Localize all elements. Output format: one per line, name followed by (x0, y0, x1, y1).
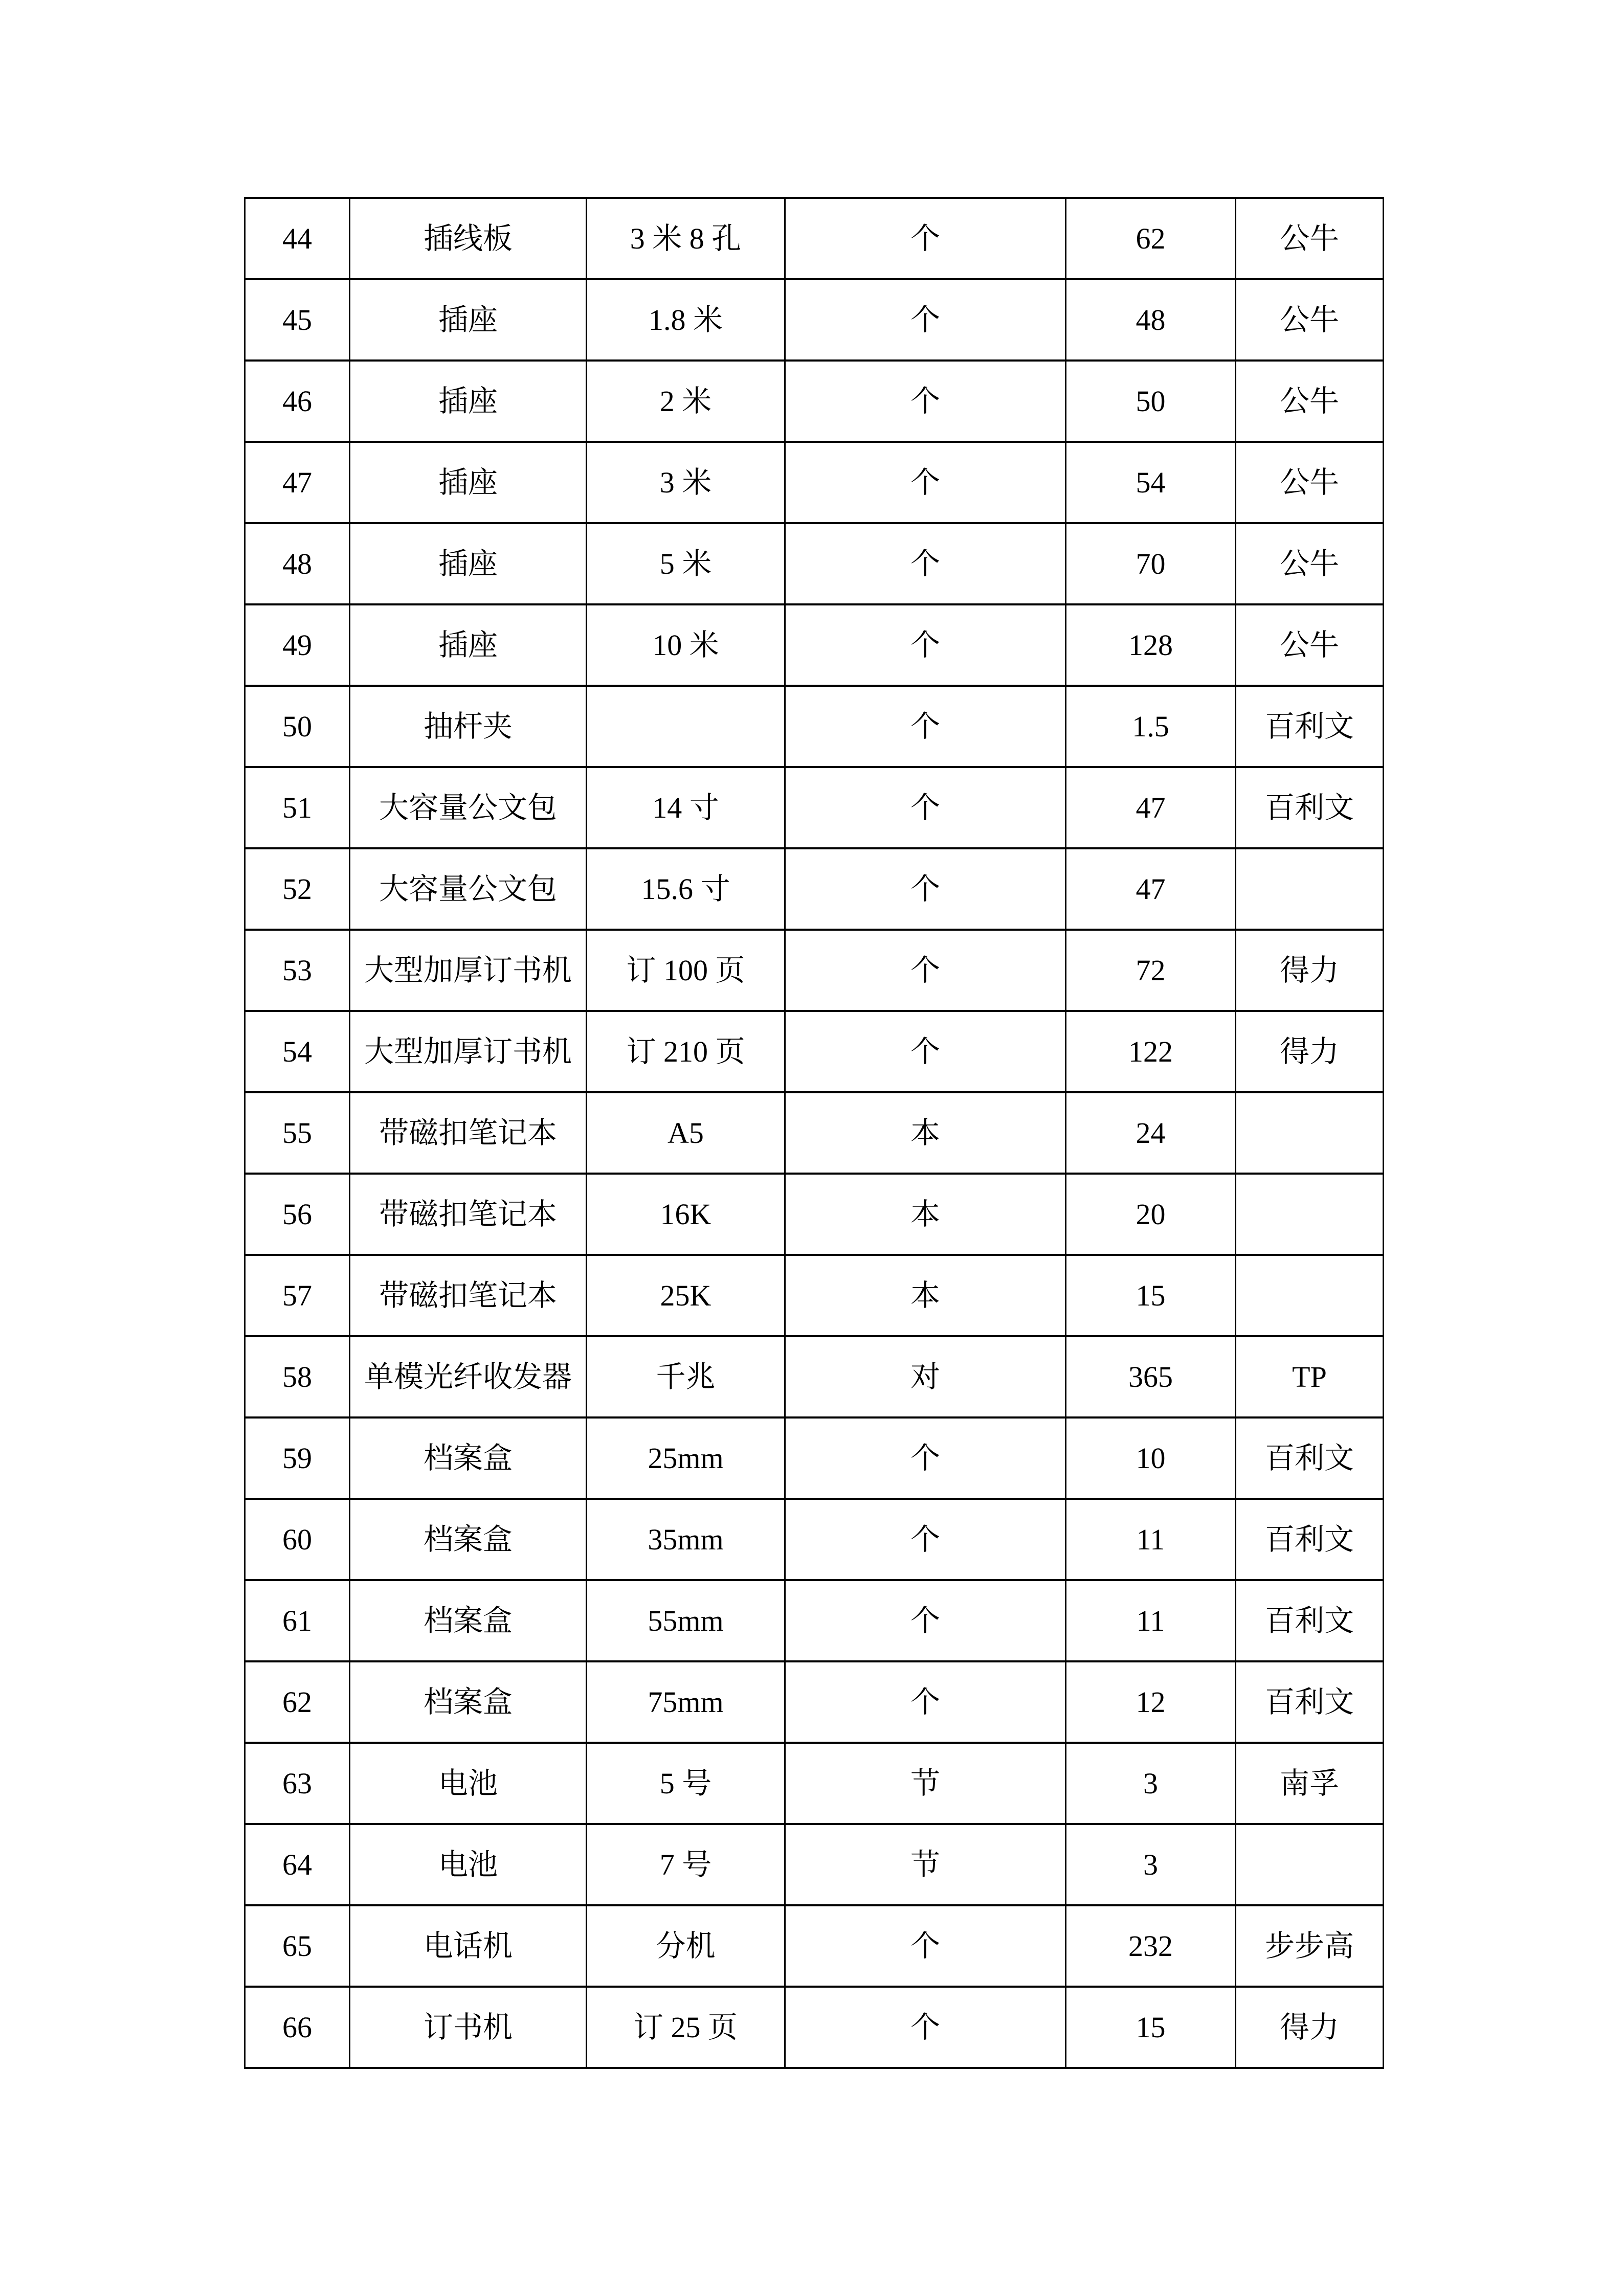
cell-item-spec: 25K (587, 1255, 785, 1336)
cell-item-unit: 个 (785, 361, 1066, 442)
table-row (245, 523, 1384, 604)
cell-item-number: 52 (245, 848, 350, 930)
cell-item-number: 62 (245, 1661, 350, 1743)
cell-item-number: 66 (245, 1987, 350, 2068)
cell-item-price: 3 (1066, 1743, 1236, 1824)
cell-item-brand: 步步高 (1236, 1905, 1384, 1987)
table-row (245, 1743, 1384, 1824)
table-row (245, 279, 1384, 361)
table-row (245, 1987, 1384, 2068)
table-row (245, 198, 1384, 279)
cell-item-number: 50 (245, 686, 350, 767)
table-row (245, 1417, 1384, 1499)
cell-item-unit: 个 (785, 1661, 1066, 1743)
cell-item-price: 24 (1066, 1092, 1236, 1174)
cell-item-brand: 公牛 (1236, 279, 1384, 361)
cell-item-number: 55 (245, 1092, 350, 1174)
table-row (245, 686, 1384, 767)
supplies-table-body (245, 198, 1384, 2068)
cell-item-brand: TP (1236, 1336, 1384, 1417)
cell-item-name: 带磁扣笔记本 (350, 1174, 587, 1255)
cell-item-unit: 个 (785, 198, 1066, 279)
cell-item-name: 抽杆夹 (350, 686, 587, 767)
cell-item-brand: 公牛 (1236, 198, 1384, 279)
cell-item-name: 档案盒 (350, 1499, 587, 1580)
cell-item-spec: 2 米 (587, 361, 785, 442)
table-row (245, 1824, 1384, 1905)
table-row (245, 1905, 1384, 1987)
cell-item-unit: 个 (785, 442, 1066, 523)
cell-item-spec: 10 米 (587, 604, 785, 686)
cell-item-unit: 本 (785, 1174, 1066, 1255)
cell-item-name: 档案盒 (350, 1417, 587, 1499)
cell-item-unit: 个 (785, 1987, 1066, 2068)
cell-item-price: 15 (1066, 1255, 1236, 1336)
cell-item-brand (1236, 1174, 1384, 1255)
cell-item-brand (1236, 1092, 1384, 1174)
cell-item-spec: 7 号 (587, 1824, 785, 1905)
cell-item-unit: 个 (785, 1905, 1066, 1987)
cell-item-name: 大型加厚订书机 (350, 1011, 587, 1092)
cell-item-spec: 16K (587, 1174, 785, 1255)
table-row (245, 767, 1384, 848)
cell-item-brand: 百利文 (1236, 767, 1384, 848)
cell-item-price: 122 (1066, 1011, 1236, 1092)
cell-item-unit: 个 (785, 279, 1066, 361)
cell-item-number: 44 (245, 198, 350, 279)
cell-item-spec: 55mm (587, 1580, 785, 1661)
cell-item-spec: 35mm (587, 1499, 785, 1580)
cell-item-number: 65 (245, 1905, 350, 1987)
cell-item-name: 电池 (350, 1743, 587, 1824)
cell-item-name: 插座 (350, 361, 587, 442)
cell-item-name: 插座 (350, 523, 587, 604)
cell-item-number: 47 (245, 442, 350, 523)
cell-item-brand: 得力 (1236, 1011, 1384, 1092)
cell-item-spec: 1.8 米 (587, 279, 785, 361)
cell-item-name: 大容量公文包 (350, 848, 587, 930)
cell-item-unit: 对 (785, 1336, 1066, 1417)
table-row (245, 1499, 1384, 1580)
cell-item-number: 60 (245, 1499, 350, 1580)
cell-item-spec: 25mm (587, 1417, 785, 1499)
cell-item-spec: 订 210 页 (587, 1011, 785, 1092)
cell-item-price: 20 (1066, 1174, 1236, 1255)
cell-item-brand: 公牛 (1236, 361, 1384, 442)
table-row (245, 1255, 1384, 1336)
table-row (245, 442, 1384, 523)
cell-item-unit: 节 (785, 1824, 1066, 1905)
cell-item-unit: 本 (785, 1255, 1066, 1336)
cell-item-brand: 公牛 (1236, 523, 1384, 604)
cell-item-number: 61 (245, 1580, 350, 1661)
cell-item-price: 48 (1066, 279, 1236, 361)
cell-item-number: 63 (245, 1743, 350, 1824)
cell-item-name: 带磁扣笔记本 (350, 1092, 587, 1174)
cell-item-brand (1236, 848, 1384, 930)
cell-item-brand: 南孚 (1236, 1743, 1384, 1824)
cell-item-brand: 百利文 (1236, 1417, 1384, 1499)
cell-item-unit: 个 (785, 686, 1066, 767)
table-row (245, 848, 1384, 930)
table-row (245, 1580, 1384, 1661)
cell-item-price: 47 (1066, 848, 1236, 930)
cell-item-brand: 百利文 (1236, 1580, 1384, 1661)
cell-item-unit: 节 (785, 1743, 1066, 1824)
cell-item-number: 49 (245, 604, 350, 686)
cell-item-spec: 5 号 (587, 1743, 785, 1824)
cell-item-number: 64 (245, 1824, 350, 1905)
table-row (245, 930, 1384, 1011)
cell-item-number: 54 (245, 1011, 350, 1092)
table-row (245, 1336, 1384, 1417)
cell-item-name: 档案盒 (350, 1661, 587, 1743)
cell-item-spec: 千兆 (587, 1336, 785, 1417)
cell-item-price: 10 (1066, 1417, 1236, 1499)
cell-item-brand: 得力 (1236, 1987, 1384, 2068)
cell-item-spec: 5 米 (587, 523, 785, 604)
cell-item-brand: 百利文 (1236, 1499, 1384, 1580)
cell-item-price: 50 (1066, 361, 1236, 442)
table-row (245, 1011, 1384, 1092)
cell-item-price: 365 (1066, 1336, 1236, 1417)
cell-item-number: 59 (245, 1417, 350, 1499)
cell-item-price: 12 (1066, 1661, 1236, 1743)
cell-item-unit: 个 (785, 767, 1066, 848)
cell-item-spec: 75mm (587, 1661, 785, 1743)
cell-item-number: 53 (245, 930, 350, 1011)
cell-item-unit: 个 (785, 930, 1066, 1011)
cell-item-number: 56 (245, 1174, 350, 1255)
cell-item-number: 58 (245, 1336, 350, 1417)
cell-item-unit: 个 (785, 523, 1066, 604)
cell-item-number: 45 (245, 279, 350, 361)
cell-item-name: 电话机 (350, 1905, 587, 1987)
cell-item-brand (1236, 1255, 1384, 1336)
cell-item-spec (587, 686, 785, 767)
cell-item-price: 11 (1066, 1580, 1236, 1661)
cell-item-price: 3 (1066, 1824, 1236, 1905)
cell-item-number: 48 (245, 523, 350, 604)
cell-item-price: 1.5 (1066, 686, 1236, 767)
cell-item-name: 电池 (350, 1824, 587, 1905)
cell-item-name: 插座 (350, 604, 587, 686)
cell-item-price: 47 (1066, 767, 1236, 848)
cell-item-name: 带磁扣笔记本 (350, 1255, 587, 1336)
cell-item-name: 单模光纤收发器 (350, 1336, 587, 1417)
cell-item-price: 15 (1066, 1987, 1236, 2068)
table-row (245, 604, 1384, 686)
cell-item-unit: 个 (785, 1417, 1066, 1499)
table-row (245, 1174, 1384, 1255)
cell-item-price: 72 (1066, 930, 1236, 1011)
cell-item-number: 46 (245, 361, 350, 442)
cell-item-spec: 15.6 寸 (587, 848, 785, 930)
cell-item-spec: 订 25 页 (587, 1987, 785, 2068)
cell-item-number: 57 (245, 1255, 350, 1336)
cell-item-price: 11 (1066, 1499, 1236, 1580)
cell-item-name: 插座 (350, 279, 587, 361)
cell-item-price: 232 (1066, 1905, 1236, 1987)
cell-item-brand (1236, 1824, 1384, 1905)
cell-item-name: 大型加厚订书机 (350, 930, 587, 1011)
cell-item-unit: 个 (785, 604, 1066, 686)
cell-item-brand: 公牛 (1236, 442, 1384, 523)
cell-item-unit: 个 (785, 1580, 1066, 1661)
cell-item-spec: 3 米 8 孔 (587, 198, 785, 279)
supplies-price-table (244, 197, 1384, 2069)
cell-item-price: 128 (1066, 604, 1236, 686)
cell-item-price: 70 (1066, 523, 1236, 604)
cell-item-unit: 个 (785, 848, 1066, 930)
cell-item-name: 大容量公文包 (350, 767, 587, 848)
cell-item-name: 订书机 (350, 1987, 587, 2068)
cell-item-brand: 得力 (1236, 930, 1384, 1011)
table-row (245, 361, 1384, 442)
table-row (245, 1092, 1384, 1174)
cell-item-name: 档案盒 (350, 1580, 587, 1661)
cell-item-spec: 3 米 (587, 442, 785, 523)
cell-item-brand: 百利文 (1236, 1661, 1384, 1743)
cell-item-price: 62 (1066, 198, 1236, 279)
cell-item-spec: 订 100 页 (587, 930, 785, 1011)
cell-item-unit: 本 (785, 1092, 1066, 1174)
cell-item-spec: 分机 (587, 1905, 785, 1987)
cell-item-price: 54 (1066, 442, 1236, 523)
cell-item-name: 插座 (350, 442, 587, 523)
cell-item-name: 插线板 (350, 198, 587, 279)
cell-item-unit: 个 (785, 1011, 1066, 1092)
table-row (245, 1661, 1384, 1743)
cell-item-spec: A5 (587, 1092, 785, 1174)
cell-item-number: 51 (245, 767, 350, 848)
cell-item-spec: 14 寸 (587, 767, 785, 848)
cell-item-unit: 个 (785, 1499, 1066, 1580)
cell-item-brand: 公牛 (1236, 604, 1384, 686)
cell-item-brand: 百利文 (1236, 686, 1384, 767)
